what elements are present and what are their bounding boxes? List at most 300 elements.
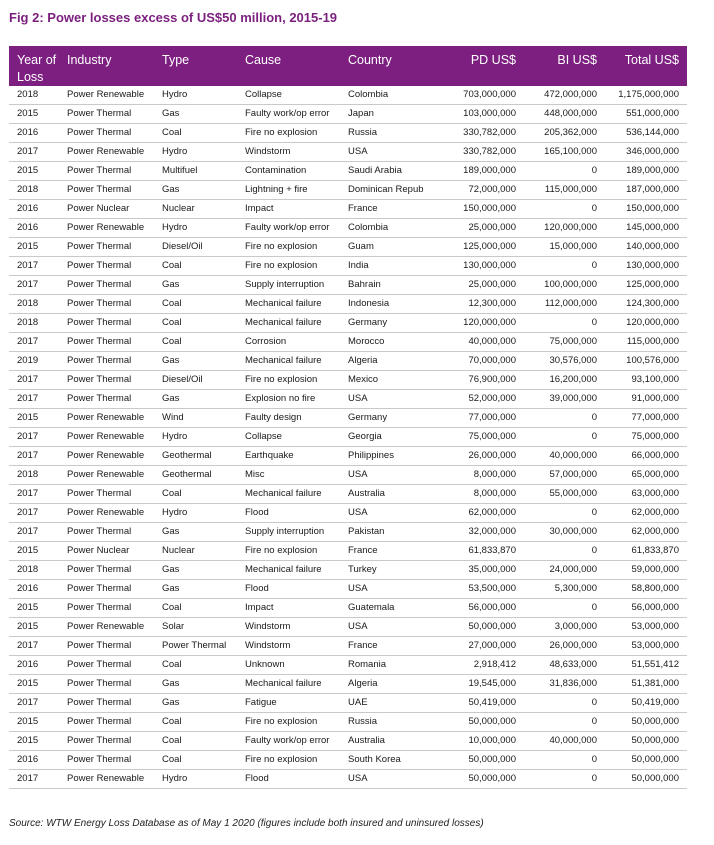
cell-country: Guatemala [348, 599, 446, 618]
cell-type: Gas [162, 694, 245, 713]
cell-bi: 100,000,000 [524, 276, 605, 295]
cell-country: USA [348, 143, 446, 162]
cell-type: Coal [162, 656, 245, 675]
cell-bi: 0 [524, 694, 605, 713]
cell-cause: Fire no explosion [245, 542, 348, 561]
power-losses-table [9, 46, 687, 789]
cell-country: Algeria [348, 352, 446, 371]
cell-type: Gas [162, 675, 245, 694]
cell-country: France [348, 542, 446, 561]
cell-country: Japan [348, 105, 446, 124]
cell-country: USA [348, 390, 446, 409]
table-row [9, 523, 687, 542]
cell-total: 50,000,000 [605, 751, 687, 770]
table-row [9, 428, 687, 447]
cell-country: USA [348, 580, 446, 599]
cell-country: Indonesia [348, 295, 446, 314]
cell-industry: Power Thermal [67, 390, 162, 409]
cell-total: 120,000,000 [605, 314, 687, 333]
cell-pd: 62,000,000 [446, 504, 524, 523]
cell-total: 346,000,000 [605, 143, 687, 162]
cell-year: 2018 [9, 295, 67, 314]
cell-pd: 8,000,000 [446, 485, 524, 504]
cell-bi: 115,000,000 [524, 181, 605, 200]
cell-industry: Power Thermal [67, 637, 162, 656]
cell-pd: 10,000,000 [446, 732, 524, 751]
cell-year: 2016 [9, 219, 67, 238]
cell-industry: Power Renewable [67, 86, 162, 105]
cell-bi: 40,000,000 [524, 732, 605, 751]
table-row [9, 409, 687, 428]
cell-pd: 50,000,000 [446, 770, 524, 789]
cell-year: 2015 [9, 618, 67, 637]
cell-country: USA [348, 618, 446, 637]
cell-country: Saudi Arabia [348, 162, 446, 181]
cell-industry: Power Thermal [67, 181, 162, 200]
cell-cause: Windstorm [245, 618, 348, 637]
cell-year: 2015 [9, 542, 67, 561]
table-row [9, 675, 687, 694]
cell-pd: 120,000,000 [446, 314, 524, 333]
cell-type: Power Thermal [162, 637, 245, 656]
cell-year: 2017 [9, 447, 67, 466]
cell-type: Hydro [162, 143, 245, 162]
cell-year: 2017 [9, 428, 67, 447]
cell-industry: Power Renewable [67, 447, 162, 466]
cell-year: 2017 [9, 694, 67, 713]
cell-type: Hydro [162, 428, 245, 447]
col-header-cause: Cause [245, 53, 282, 67]
table-row [9, 751, 687, 770]
cell-year: 2018 [9, 561, 67, 580]
cell-pd: 72,000,000 [446, 181, 524, 200]
table-row [9, 352, 687, 371]
cell-bi: 0 [524, 314, 605, 333]
table-row [9, 713, 687, 732]
cell-year: 2018 [9, 466, 67, 485]
cell-type: Multifuel [162, 162, 245, 181]
cell-cause: Windstorm [245, 143, 348, 162]
cell-bi: 0 [524, 713, 605, 732]
cell-bi: 205,362,000 [524, 124, 605, 143]
cell-year: 2016 [9, 751, 67, 770]
cell-country: Australia [348, 732, 446, 751]
cell-pd: 703,000,000 [446, 86, 524, 105]
cell-year: 2017 [9, 371, 67, 390]
cell-year: 2017 [9, 276, 67, 295]
cell-bi: 112,000,000 [524, 295, 605, 314]
cell-total: 100,576,000 [605, 352, 687, 371]
cell-country: Mexico [348, 371, 446, 390]
cell-total: 91,000,000 [605, 390, 687, 409]
cell-cause: Faulty work/op error [245, 219, 348, 238]
cell-type: Coal [162, 333, 245, 352]
cell-country: USA [348, 770, 446, 789]
cell-country: Romania [348, 656, 446, 675]
cell-cause: Mechanical failure [245, 485, 348, 504]
table-row [9, 580, 687, 599]
cell-total: 75,000,000 [605, 428, 687, 447]
cell-type: Coal [162, 732, 245, 751]
cell-country: Philippines [348, 447, 446, 466]
table-row [9, 732, 687, 751]
cell-industry: Power Thermal [67, 561, 162, 580]
cell-country: USA [348, 504, 446, 523]
cell-industry: Power Thermal [67, 257, 162, 276]
cell-year: 2016 [9, 656, 67, 675]
cell-bi: 31,836,000 [524, 675, 605, 694]
cell-type: Gas [162, 352, 245, 371]
cell-total: 66,000,000 [605, 447, 687, 466]
table-row [9, 257, 687, 276]
cell-type: Gas [162, 181, 245, 200]
cell-pd: 25,000,000 [446, 219, 524, 238]
col-header-bi: BI US$ [557, 53, 597, 67]
cell-total: 61,833,870 [605, 542, 687, 561]
cell-type: Coal [162, 314, 245, 333]
cell-country: Colombia [348, 86, 446, 105]
cell-bi: 40,000,000 [524, 447, 605, 466]
cell-bi: 165,100,000 [524, 143, 605, 162]
cell-industry: Power Thermal [67, 105, 162, 124]
cell-year: 2017 [9, 770, 67, 789]
cell-industry: Power Thermal [67, 276, 162, 295]
cell-type: Coal [162, 124, 245, 143]
cell-cause: Fire no explosion [245, 238, 348, 257]
cell-industry: Power Thermal [67, 675, 162, 694]
figure-title: Fig 2: Power losses excess of US$50 million, 2015-19 [9, 10, 338, 25]
cell-cause: Mechanical failure [245, 561, 348, 580]
cell-cause: Mechanical failure [245, 352, 348, 371]
cell-industry: Power Thermal [67, 124, 162, 143]
table-row [9, 371, 687, 390]
cell-bi: 5,300,000 [524, 580, 605, 599]
cell-type: Hydro [162, 504, 245, 523]
col-header-total: Total US$ [624, 53, 679, 67]
cell-type: Coal [162, 713, 245, 732]
cell-industry: Power Thermal [67, 333, 162, 352]
cell-bi: 0 [524, 409, 605, 428]
cell-total: 93,100,000 [605, 371, 687, 390]
cell-country: Germany [348, 314, 446, 333]
cell-year: 2015 [9, 238, 67, 257]
cell-year: 2019 [9, 352, 67, 371]
cell-total: 58,800,000 [605, 580, 687, 599]
cell-industry: Power Renewable [67, 770, 162, 789]
cell-cause: Fire no explosion [245, 713, 348, 732]
cell-cause: Explosion no fire [245, 390, 348, 409]
cell-country: Morocco [348, 333, 446, 352]
cell-total: 51,551,412 [605, 656, 687, 675]
cell-pd: 56,000,000 [446, 599, 524, 618]
cell-pd: 130,000,000 [446, 257, 524, 276]
cell-cause: Fatigue [245, 694, 348, 713]
cell-industry: Power Thermal [67, 238, 162, 257]
table-row [9, 542, 687, 561]
cell-type: Diesel/Oil [162, 371, 245, 390]
cell-industry: Power Thermal [67, 732, 162, 751]
cell-pd: 2,918,412 [446, 656, 524, 675]
cell-pd: 52,000,000 [446, 390, 524, 409]
cell-pd: 61,833,870 [446, 542, 524, 561]
table-row [9, 637, 687, 656]
cell-pd: 32,000,000 [446, 523, 524, 542]
cell-bi: 16,200,000 [524, 371, 605, 390]
cell-pd: 53,500,000 [446, 580, 524, 599]
cell-year: 2015 [9, 105, 67, 124]
cell-cause: Flood [245, 504, 348, 523]
cell-cause: Fire no explosion [245, 257, 348, 276]
cell-cause: Flood [245, 580, 348, 599]
cell-type: Coal [162, 295, 245, 314]
cell-cause: Mechanical failure [245, 675, 348, 694]
cell-industry: Power Renewable [67, 409, 162, 428]
cell-cause: Corrosion [245, 333, 348, 352]
cell-bi: 15,000,000 [524, 238, 605, 257]
cell-cause: Faulty work/op error [245, 732, 348, 751]
cell-year: 2015 [9, 162, 67, 181]
cell-cause: Supply interruption [245, 276, 348, 295]
cell-country: Algeria [348, 675, 446, 694]
cell-cause: Misc [245, 466, 348, 485]
cell-country: South Korea [348, 751, 446, 770]
cell-pd: 50,000,000 [446, 713, 524, 732]
source-note: Source: WTW Energy Loss Database as of May 1 2020 (figures include both insured and uninsured losses) [9, 818, 484, 829]
cell-cause: Flood [245, 770, 348, 789]
cell-bi: 30,576,000 [524, 352, 605, 371]
cell-type: Coal [162, 257, 245, 276]
cell-industry: Power Thermal [67, 371, 162, 390]
cell-type: Nuclear [162, 200, 245, 219]
cell-total: 124,300,000 [605, 295, 687, 314]
cell-bi: 448,000,000 [524, 105, 605, 124]
cell-cause: Collapse [245, 86, 348, 105]
cell-type: Hydro [162, 219, 245, 238]
cell-industry: Power Renewable [67, 428, 162, 447]
cell-country: Russia [348, 124, 446, 143]
cell-cause: Faulty work/op error [245, 105, 348, 124]
cell-type: Gas [162, 561, 245, 580]
cell-year: 2017 [9, 257, 67, 276]
cell-pd: 25,000,000 [446, 276, 524, 295]
cell-pd: 35,000,000 [446, 561, 524, 580]
cell-type: Coal [162, 751, 245, 770]
table-row [9, 770, 687, 789]
cell-industry: Power Renewable [67, 466, 162, 485]
cell-industry: Power Thermal [67, 314, 162, 333]
cell-pd: 19,545,000 [446, 675, 524, 694]
cell-total: 187,000,000 [605, 181, 687, 200]
cell-pd: 50,000,000 [446, 618, 524, 637]
cell-cause: Collapse [245, 428, 348, 447]
cell-year: 2015 [9, 713, 67, 732]
table-row [9, 200, 687, 219]
cell-total: 62,000,000 [605, 504, 687, 523]
cell-pd: 70,000,000 [446, 352, 524, 371]
col-header-industry: Industry [67, 53, 112, 67]
cell-cause: Windstorm [245, 637, 348, 656]
cell-pd: 27,000,000 [446, 637, 524, 656]
cell-cause: Supply interruption [245, 523, 348, 542]
cell-pd: 125,000,000 [446, 238, 524, 257]
cell-type: Geothermal [162, 447, 245, 466]
cell-total: 130,000,000 [605, 257, 687, 276]
table-row [9, 485, 687, 504]
cell-cause: Mechanical failure [245, 314, 348, 333]
cell-type: Coal [162, 599, 245, 618]
cell-total: 50,000,000 [605, 713, 687, 732]
cell-bi: 0 [524, 542, 605, 561]
cell-country: France [348, 637, 446, 656]
cell-type: Wind [162, 409, 245, 428]
cell-total: 125,000,000 [605, 276, 687, 295]
table-body [9, 86, 687, 789]
col-header-country: Country [348, 53, 392, 67]
cell-industry: Power Thermal [67, 694, 162, 713]
cell-country: Pakistan [348, 523, 446, 542]
cell-cause: Mechanical failure [245, 295, 348, 314]
cell-total: 63,000,000 [605, 485, 687, 504]
table-row [9, 276, 687, 295]
cell-year: 2018 [9, 314, 67, 333]
cell-industry: Power Thermal [67, 656, 162, 675]
table-row [9, 105, 687, 124]
cell-pd: 26,000,000 [446, 447, 524, 466]
cell-bi: 24,000,000 [524, 561, 605, 580]
table-row [9, 656, 687, 675]
cell-bi: 48,633,000 [524, 656, 605, 675]
cell-pd: 76,900,000 [446, 371, 524, 390]
cell-total: 56,000,000 [605, 599, 687, 618]
table-row [9, 466, 687, 485]
cell-country: Guam [348, 238, 446, 257]
cell-industry: Power Thermal [67, 295, 162, 314]
table-row [9, 504, 687, 523]
col-header-year: Year of Loss [17, 53, 57, 84]
cell-industry: Power Renewable [67, 618, 162, 637]
cell-year: 2016 [9, 580, 67, 599]
cell-pd: 40,000,000 [446, 333, 524, 352]
cell-year: 2017 [9, 333, 67, 352]
cell-type: Solar [162, 618, 245, 637]
cell-total: 551,000,000 [605, 105, 687, 124]
cell-total: 59,000,000 [605, 561, 687, 580]
table-row [9, 618, 687, 637]
cell-year: 2015 [9, 409, 67, 428]
cell-type: Hydro [162, 86, 245, 105]
cell-pd: 330,782,000 [446, 124, 524, 143]
table-row [9, 599, 687, 618]
cell-pd: 189,000,000 [446, 162, 524, 181]
cell-year: 2018 [9, 181, 67, 200]
cell-country: Bahrain [348, 276, 446, 295]
table-row [9, 314, 687, 333]
cell-bi: 55,000,000 [524, 485, 605, 504]
cell-type: Hydro [162, 770, 245, 789]
cell-year: 2015 [9, 732, 67, 751]
cell-cause: Impact [245, 599, 348, 618]
table-row [9, 143, 687, 162]
cell-cause: Faulty design [245, 409, 348, 428]
cell-total: 65,000,000 [605, 466, 687, 485]
cell-industry: Power Nuclear [67, 200, 162, 219]
cell-total: 1,175,000,000 [605, 86, 687, 105]
cell-bi: 39,000,000 [524, 390, 605, 409]
cell-pd: 103,000,000 [446, 105, 524, 124]
cell-cause: Unknown [245, 656, 348, 675]
cell-cause: Fire no explosion [245, 371, 348, 390]
cell-type: Nuclear [162, 542, 245, 561]
cell-bi: 0 [524, 504, 605, 523]
cell-country: India [348, 257, 446, 276]
cell-industry: Power Thermal [67, 523, 162, 542]
cell-type: Gas [162, 390, 245, 409]
cell-country: Australia [348, 485, 446, 504]
cell-bi: 0 [524, 770, 605, 789]
cell-year: 2017 [9, 143, 67, 162]
cell-industry: Power Renewable [67, 504, 162, 523]
cell-type: Diesel/Oil [162, 238, 245, 257]
cell-total: 50,419,000 [605, 694, 687, 713]
table-row [9, 238, 687, 257]
cell-bi: 30,000,000 [524, 523, 605, 542]
cell-total: 51,381,000 [605, 675, 687, 694]
cell-total: 536,144,000 [605, 124, 687, 143]
cell-industry: Power Thermal [67, 580, 162, 599]
cell-type: Gas [162, 276, 245, 295]
cell-industry: Power Renewable [67, 143, 162, 162]
cell-pd: 150,000,000 [446, 200, 524, 219]
cell-bi: 0 [524, 200, 605, 219]
cell-industry: Power Nuclear [67, 542, 162, 561]
cell-total: 150,000,000 [605, 200, 687, 219]
cell-bi: 3,000,000 [524, 618, 605, 637]
cell-country: Dominican Repub [348, 181, 446, 200]
cell-year: 2016 [9, 200, 67, 219]
cell-cause: Fire no explosion [245, 124, 348, 143]
cell-pd: 77,000,000 [446, 409, 524, 428]
cell-pd: 8,000,000 [446, 466, 524, 485]
cell-type: Gas [162, 580, 245, 599]
cell-cause: Lightning + fire [245, 181, 348, 200]
cell-country: Turkey [348, 561, 446, 580]
cell-year: 2017 [9, 523, 67, 542]
cell-year: 2015 [9, 599, 67, 618]
cell-pd: 330,782,000 [446, 143, 524, 162]
cell-year: 2016 [9, 124, 67, 143]
cell-bi: 0 [524, 428, 605, 447]
cell-country: Russia [348, 713, 446, 732]
table-row [9, 219, 687, 238]
cell-country: Georgia [348, 428, 446, 447]
cell-pd: 50,419,000 [446, 694, 524, 713]
cell-cause: Fire no explosion [245, 751, 348, 770]
cell-industry: Power Thermal [67, 713, 162, 732]
cell-year: 2015 [9, 675, 67, 694]
cell-year: 2017 [9, 485, 67, 504]
cell-total: 53,000,000 [605, 637, 687, 656]
cell-bi: 472,000,000 [524, 86, 605, 105]
cell-industry: Power Thermal [67, 599, 162, 618]
cell-country: Germany [348, 409, 446, 428]
table-row [9, 390, 687, 409]
cell-year: 2017 [9, 390, 67, 409]
cell-pd: 75,000,000 [446, 428, 524, 447]
cell-pd: 12,300,000 [446, 295, 524, 314]
table-row [9, 694, 687, 713]
cell-cause: Contamination [245, 162, 348, 181]
col-header-type: Type [162, 53, 190, 67]
